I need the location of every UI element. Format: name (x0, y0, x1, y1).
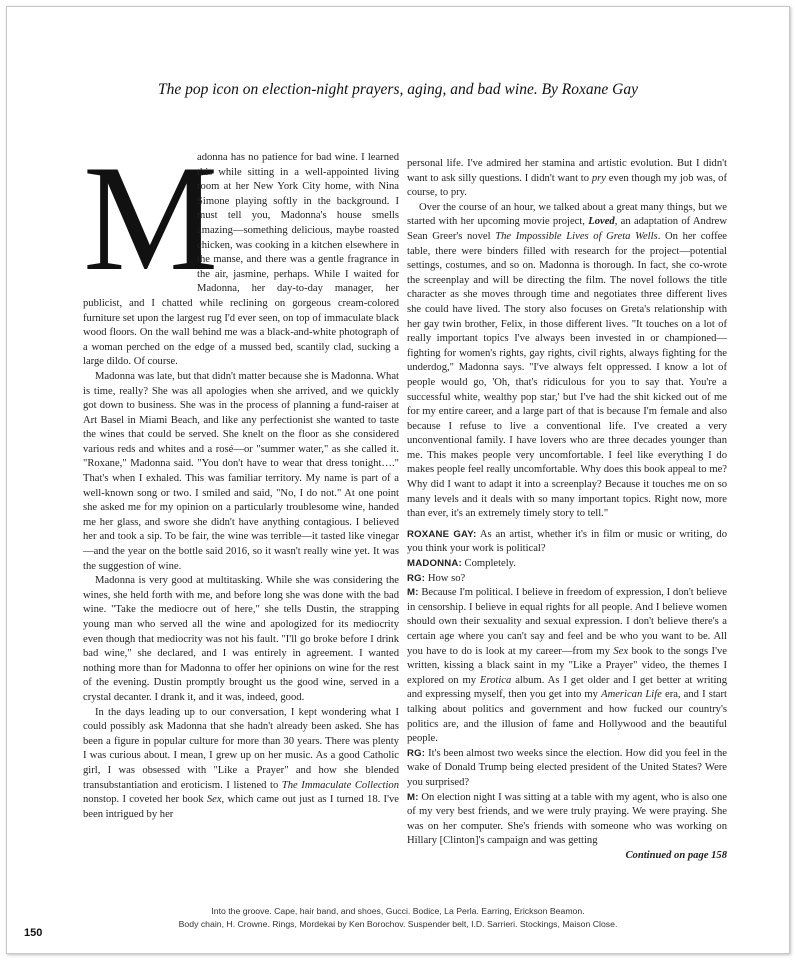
paragraph-4: In the days leading up to our conversation, I kept wondering what I could possibly ask Madonna that she hadn't already been asked. She has been a figure in popular culture for more than 30 years. There was plenty I was curious about. I mean, I grew up on her music. As a good Catholic girl, I was obsessed with "Like a Prayer" and how she blended transubstantiation and eroticism. I listened to The Immaculate Collection nonstop. I coveted her book Sex, which came out just as I turned 18. I've been intrigued by her (83, 706, 399, 820)
left-column (83, 134, 399, 822)
answer-1: MADONNA: Completely. (407, 558, 516, 570)
paragraph-6: Over the course of an hour, we talked about a great many things, but we started with her upcoming movie project, Loved, an adaptation of Andrew Sean Greer's novel The Impossible Lives of Greta Wells. On her coffee table, there were binders filled with research for the project—potential settings, costumes, and so on. Madonna is thorough. In fact, she co-wrote the screenplay and will be directing the film. The novel follows the title character as she moves through time and negotiates three different lives she could have lived. The story also focuses on Greta's relationship with her gay twin brother, Felix, in those different lives. "It touches on a lot of really important topics I've always been invested in or championed—fighting for women's rights, gay rights, civil rights, always fighting for the underdog," Madonna says. "I've always felt oppressed. I know a lot of people would go, 'Oh, that's ridiculous for you to say that. You're a successful white, wealthy pop star,' but I've had the shit kicked out of me for my entire career, and a large part of that is because I'm female and also because I refuse to live a conventional life. I've created a very unconventional family. I have lovers who are three decades younger than me. This makes people very uncomfortable. I feel like everything I do makes people feel really uncomfortable. Why does this book appeal to me? Why did I want to adapt it into a screenplay? Because it touches me on so many levels and it deals with so many important topics. Right now, more than ever, it's an extremely timely story to tell." (407, 201, 727, 520)
paragraph-2: Madonna was late, but that didn't matter because she is Madonna. What is time, really? She was all apologies when she arrived, and we quickly got down to business. She was in the process of planning a fund-raiser at Art Basel in Miami Beach, and like any perfectionist she wanted to taste the wines that could be served. She knelt on the floor as she considered various reds and whites and a rosé—or "summer water," as she called it. "Roxane," Madonna said. "You don't have to wear that dress tonight…." That's when I exhaled. This was familiar territory. My name is part of a well-known song or two. I smiled and said, "No, I do not." At one point she asked me for my opinion on a particularly troublesome wine, handed me her glass, and swore she didn't have anything contagious. I believed her and took a sip. To be fair, the wine was terrible—it tasted like vinegar—and the year on the bottle said 2016, so it wasn't really wine yet. It was the suggestion of wine. (83, 370, 399, 572)
paragraph-3: Madonna is very good at multitasking. While she was considering the wines, she held forth with me, and before long she was done with the bad wine. "Take the mediocre out of here," she tells Dustin, the strapping young man who served all the wine and apologized for its mediocrity even though that mediocrity was not his fault. "I'll go broke before I drink bad wine," she declared, and I was entirely in agreement. I wanted nothing more than for Madonna to offer her opinions on wine for the rest of the evening. Dustin promptly brought us the good wine, served in a crystal decanter. I drank it, and it was, indeed, good. (83, 575, 399, 703)
continued-note: Continued on page 158 (625, 849, 727, 861)
right-column (407, 157, 727, 864)
movie-title: Loved (588, 216, 615, 228)
book-title: Sex (206, 794, 222, 806)
interview-qa (407, 528, 727, 864)
paragraph-1: adonna has no patience for bad wine. I learned this while sitting in a well-appointed living room at her New York City home, with Nina Simone playing softly in the background. I must tell you, Madonna's house smells amazing—something delicious, maybe roasted chicken, was cooking in a kitchen elsewhere in the manse, and there was a gentle fragrance in the air, jasmine, perhaps. While I waited for Madonna, her day-to-day manager, her publicist, and I chatted while reclining on gorgeous cream-colored furniture set upon the largest rug I'd ever seen, on top of immaculate black wood floors. On the wall behind me was a black-and-white photograph of a woman perched on the edge of a mussed bed, scantily clad, sucking a large dildo. Of course. (83, 152, 399, 368)
novel-title: The Impossible Lives of Greta Wells (495, 230, 658, 242)
article-subtitle: The pop icon on election-night prayers, aging, and bad wine. By Roxane Gay (158, 81, 638, 98)
page-number: 150 (24, 927, 43, 939)
drop-cap: M (83, 134, 219, 302)
album-title: The Immaculate Collection (281, 779, 399, 791)
fashion-credits (7, 905, 789, 931)
answer-3: M: On election night I was sitting at a table with my agent, who is also one of my very best friends, and we were truly praying. We were praying. She was on her computer. She's friends with someone who was working on Hillary [Clinton]'s campaign and was getting (407, 791, 727, 847)
paragraph-5: personal life. I've admired her stamina and artistic evolution. But I didn't want to ask silly questions. I didn't want to pry even though my job was, of course, to pry. (407, 158, 727, 199)
answer-2: M: Because I'm political. I believe in freedom of expression, I don't believe in censorship. I believe in equal rights for all people. And I believe women should own their sexuality and sexual expression. I don't believe there's a certain age where you can't say and feel and be who you want to be. All you have to do is look at my career—from my Sex book to the songs I've written, kissing a black saint in my "Like a Prayer" video, the themes I explored on my Erotica album. As I get older and I get better at writing and expressing myself, then you get into my American Life era, and I start talking about politics and government and how fucked our country's politics are, and the illusion of fame and Hollywood and the beautiful people. (407, 587, 727, 745)
credits-line-2: Body chain, H. Crowne. Rings, Mordekai by Ken Borochov. Suspender belt, I.D. Sarrieri. Stockings, Maison Close. (178, 919, 618, 929)
question-2: RG: How so? (407, 572, 466, 584)
credits-line-1: Into the groove. Cape, hair band, and shoes, Gucci. Bodice, La Perla. Earring, Erickson Beamon. (211, 906, 585, 916)
magazine-page (6, 6, 790, 954)
question-3: RG: It's been almost two weeks since the election. How did you feel in the wake of Donald Trump being elected president of the United States? Were you surprised? (407, 747, 727, 788)
question-1: ROXANE GAY: As an artist, whether it's in film or music or writing, do you think your work is political? (407, 528, 727, 555)
